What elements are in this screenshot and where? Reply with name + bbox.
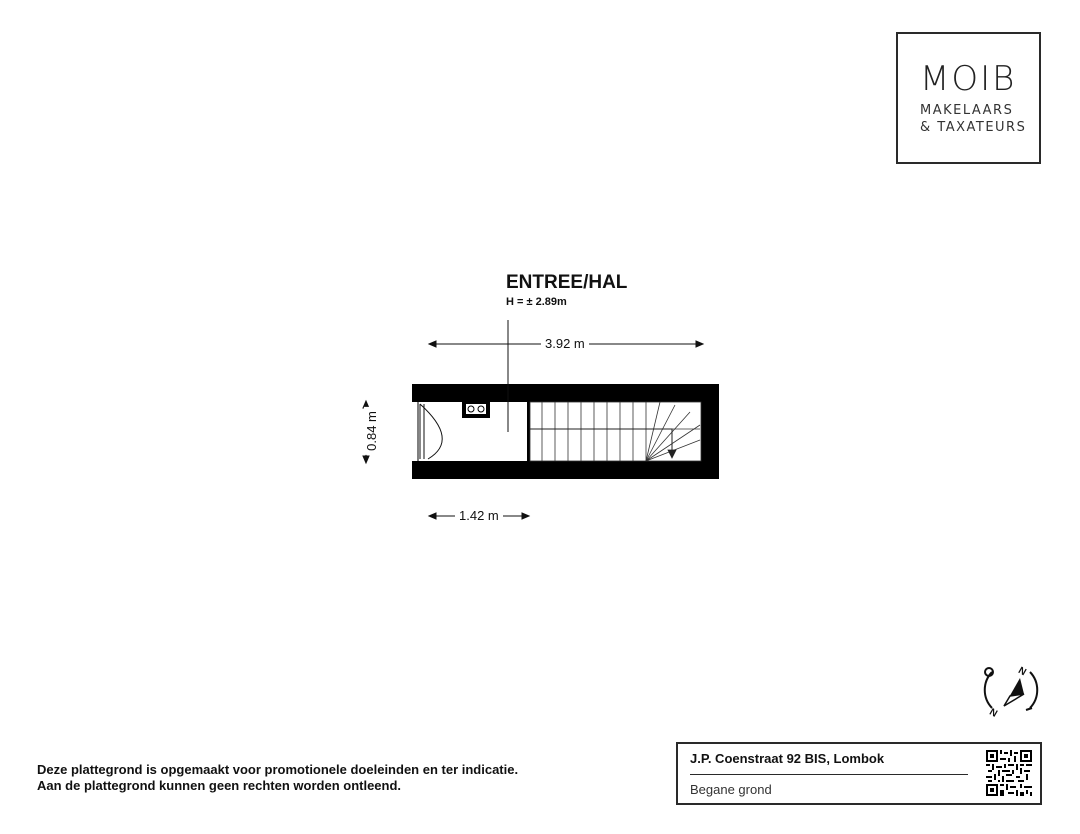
logo-subtitle-line1: MAKELAARS	[920, 103, 1014, 118]
qr-code-icon	[986, 750, 1032, 796]
room-name: ENTREE/HAL	[506, 272, 628, 293]
compass-icon	[980, 660, 1042, 720]
svg-text:N: N	[987, 706, 1000, 720]
disclaimer	[37, 762, 518, 794]
address-box	[676, 742, 1042, 805]
address-divider	[690, 774, 968, 775]
dimension-label-left: 0.84 m	[364, 407, 380, 455]
dimension-label-top: 3.92 m	[541, 336, 589, 352]
room-height: H = ± 2.89m	[506, 296, 567, 308]
disclaimer-line1: Deze plattegrond is opgemaakt voor promotionele doeleinden en ter indicatie.	[37, 762, 519, 777]
floor-name: Begane grond	[690, 782, 772, 797]
disclaimer-line2: Aan de plattegrond kunnen geen rechten worden ontleend.	[37, 778, 402, 793]
company-logo	[896, 32, 1041, 164]
room-floor	[418, 402, 701, 461]
logo-wordmark: MOIB	[920, 59, 1017, 99]
meter-cabinet	[462, 402, 490, 418]
address-street: J.P. Coenstraat 92 BIS, Lombok	[690, 751, 885, 766]
logo-subtitle-line2: & TAXATEURS	[920, 120, 1027, 135]
dimension-label-bottom: 1.42 m	[455, 508, 503, 524]
compass-north-label: N	[1016, 665, 1028, 679]
